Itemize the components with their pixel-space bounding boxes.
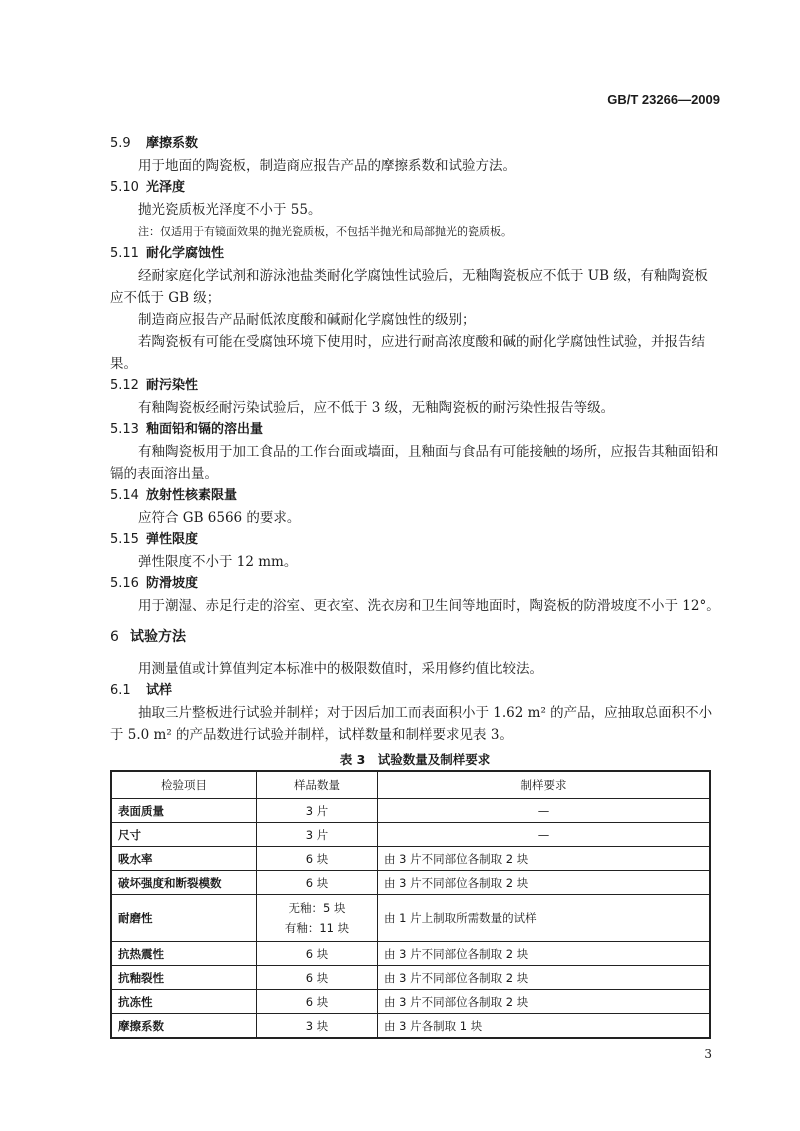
preparation-requirement: 由 3 片不同部位各制取 2 块 <box>378 966 711 990</box>
preparation-requirement: — <box>378 823 711 847</box>
paragraph: 抛光瓷质板光泽度不小于 55。 <box>138 202 322 218</box>
table-row <box>111 823 710 847</box>
sample-requirements-table <box>110 770 711 1039</box>
table-row <box>111 847 710 871</box>
sample-quantity: 6 块 <box>257 871 378 895</box>
section-heading: 5.16 防滑坡度 <box>110 576 199 591</box>
paragraph: 有釉陶瓷板经耐污染试验后，应不低于 3 级，无釉陶瓷板的耐污染性报告等级。 <box>138 400 615 416</box>
page-number: 3 <box>704 1047 712 1061</box>
paragraph: 制造商应报告产品耐低浓度酸和碱耐化学腐蚀性的级别； <box>138 312 476 328</box>
test-item: 表面质量 <box>111 799 257 823</box>
test-item: 耐磨性 <box>111 895 257 942</box>
sample-quantity: 6 块 <box>257 942 378 966</box>
note: 注：仅适用于有镜面效果的抛光瓷质板，不包括半抛光和局部抛光的瓷质板。 <box>138 225 512 238</box>
paragraph: 若陶瓷板有可能在受腐蚀环境下使用时，应进行耐高浓度酸和碱的耐化学腐蚀性试验，并报告结果。 <box>110 334 705 372</box>
column-header: 检验项目 <box>111 771 257 799</box>
paragraph: 用于潮湿、赤足行走的浴室、更衣室、洗衣房和卫生间等地面时，陶瓷板的防滑坡度不小于 12°。 <box>138 598 720 614</box>
paragraph: 经耐家庭化学试剂和游泳池盐类耐化学腐蚀性试验后，无釉陶瓷板应不低于 UB 级，有釉陶瓷板应不低于 GB 级； <box>110 268 708 306</box>
section-heading: 5.11 耐化学腐蚀性 <box>110 246 225 261</box>
preparation-requirement: — <box>378 799 711 823</box>
section-heading: 6 试验方法 <box>110 629 186 645</box>
paragraph: 弹性限度不小于 12 mm。 <box>138 554 298 570</box>
paragraph: 用于地面的陶瓷板，制造商应报告产品的摩擦系数和试验方法。 <box>138 158 516 174</box>
section-heading: 5.9 摩擦系数 <box>110 136 199 151</box>
standard-code: GB/T 23266—2009 <box>607 92 720 107</box>
test-item: 摩擦系数 <box>111 1014 257 1039</box>
preparation-requirement: 由 3 片各制取 1 块 <box>378 1014 711 1039</box>
paragraph: 应符合 GB 6566 的要求。 <box>138 510 301 526</box>
table-caption: 表 3 试验数量及制样要求 <box>339 752 491 767</box>
table-row <box>111 871 710 895</box>
sample-quantity: 无釉：5 块 有釉：11 块 <box>257 895 378 942</box>
test-item: 抗釉裂性 <box>111 966 257 990</box>
sample-quantity: 6 块 <box>257 847 378 871</box>
table-row <box>111 942 710 966</box>
section-heading: 5.14 放射性核素限量 <box>110 488 238 503</box>
document-body <box>110 0 720 1105</box>
table-row <box>111 990 710 1014</box>
section-heading: 5.13 釉面铅和镉的溶出量 <box>110 422 264 437</box>
preparation-requirement: 由 3 片不同部位各制取 2 块 <box>378 871 711 895</box>
sample-quantity: 3 片 <box>257 799 378 823</box>
preparation-requirement: 由 3 片不同部位各制取 2 块 <box>378 847 711 871</box>
sample-quantity: 6 块 <box>257 990 378 1014</box>
test-item: 抗热震性 <box>111 942 257 966</box>
paragraph: 抽取三片整板进行试验并制样；对于因后加工而表面积小于 1.62 m² 的产品，应抽取总面积不小于 5.0 m² 的产品数进行试验并制样，试样数量和制样要求见表 3。 <box>110 705 713 743</box>
preparation-requirement: 由 3 片不同部位各制取 2 块 <box>378 990 711 1014</box>
table-row <box>111 966 710 990</box>
column-header: 样品数量 <box>257 771 378 799</box>
test-item: 破坏强度和断裂模数 <box>111 871 257 895</box>
test-item: 尺寸 <box>111 823 257 847</box>
column-header: 制样要求 <box>378 771 711 799</box>
section-heading: 5.10 光泽度 <box>110 180 186 195</box>
paragraph: 有釉陶瓷板用于加工食品的工作台面或墙面，且釉面与食品有可能接触的场所，应报告其釉面铅和镉的表面溶出量。 <box>110 444 719 482</box>
subsection-heading: 6.1 试样 <box>110 683 173 698</box>
sample-quantity: 6 块 <box>257 966 378 990</box>
preparation-requirement: 由 1 片上制取所需数量的试样 <box>378 895 711 942</box>
test-item: 抗冻性 <box>111 990 257 1014</box>
preparation-requirement: 由 3 片不同部位各制取 2 块 <box>378 942 711 966</box>
paragraph: 用测量值或计算值判定本标准中的极限数值时，采用修约值比较法。 <box>138 661 543 677</box>
table-row <box>111 1014 710 1039</box>
test-item: 吸水率 <box>111 847 257 871</box>
table-row <box>111 895 710 942</box>
section-heading: 5.15 弹性限度 <box>110 532 199 547</box>
sample-quantity: 3 片 <box>257 823 378 847</box>
section-heading: 5.12 耐污染性 <box>110 378 199 393</box>
table-row <box>111 799 710 823</box>
sample-quantity: 3 块 <box>257 1014 378 1039</box>
